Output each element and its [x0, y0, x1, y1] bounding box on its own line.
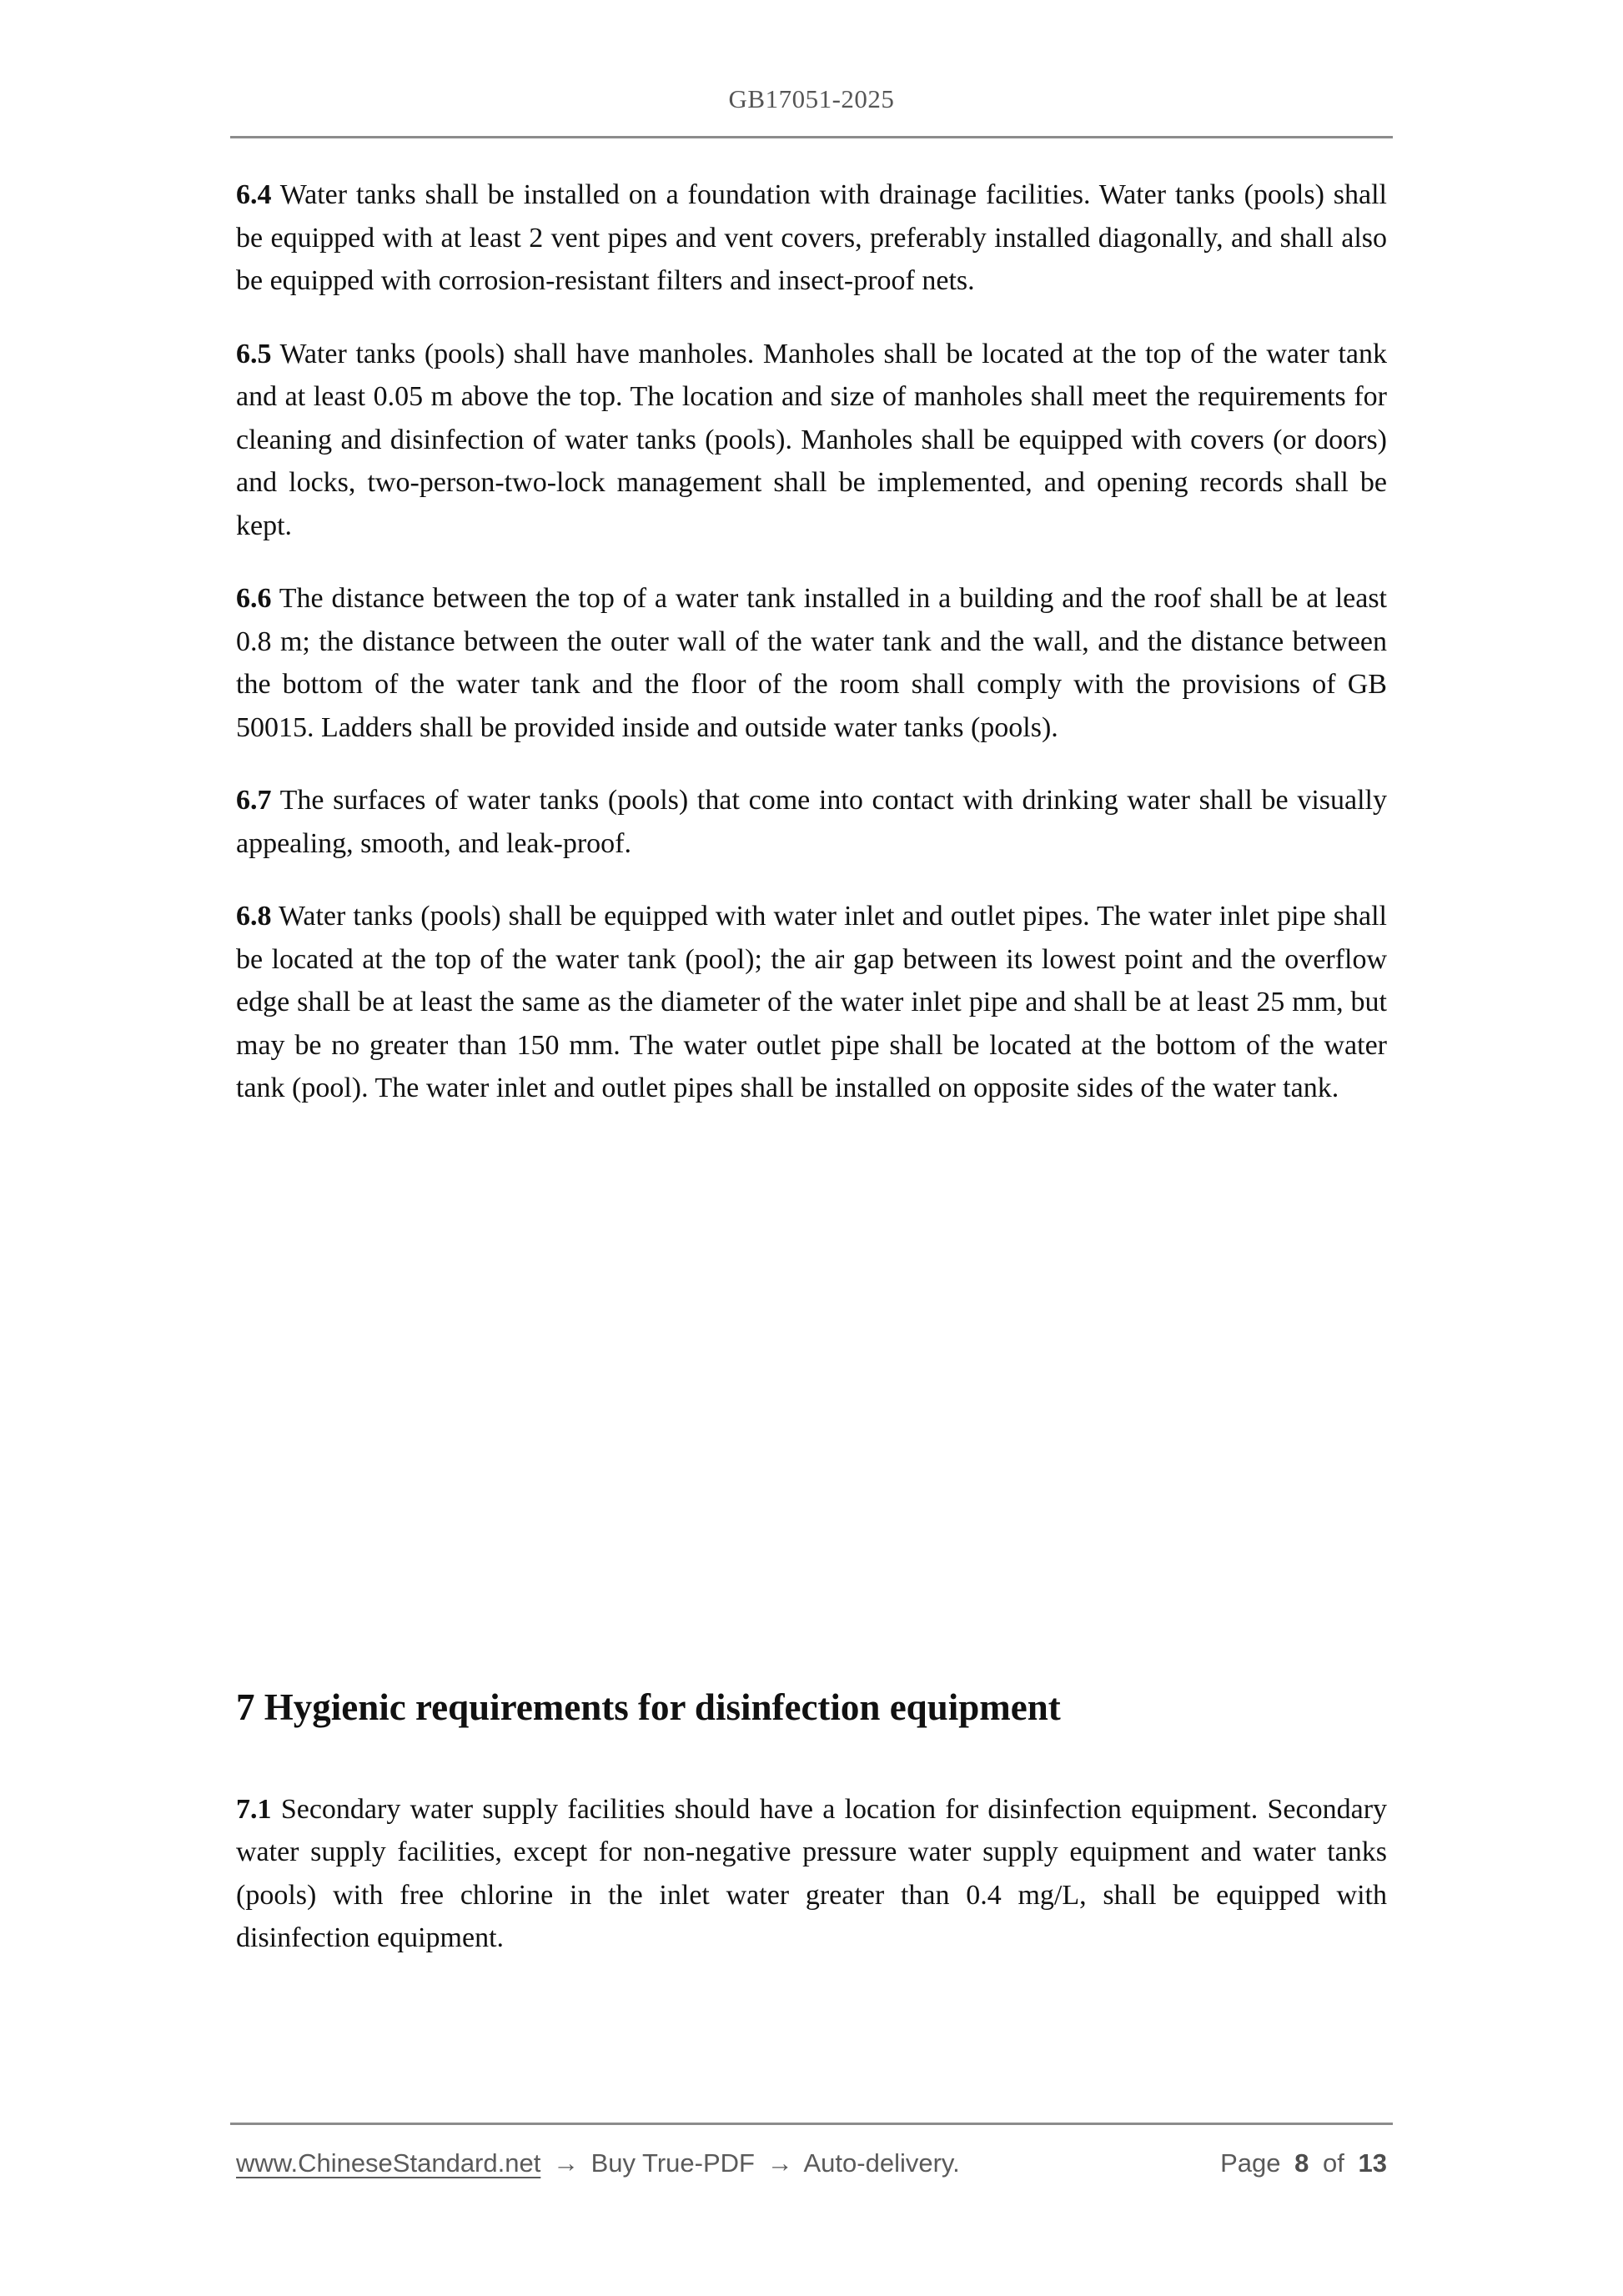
section-text-6-7: The surfaces of water tanks (pools) that come into contact with drinking water shall be visually appealing, smooth, and leak-proof.: [236, 785, 1387, 859]
arrow-right-icon: →: [766, 2148, 793, 2178]
section-text-6-6: The distance between the top of a water tank installed in a building and the roof shall be at least 0.8 m; the distance between the outer wall of the water tank and the wall, and the distance between the bottom of the water tank and the floor of the room shall comply with the provisions of GB 50015. Ladders shall be provided inside and outside water tanks (pools).: [236, 583, 1388, 743]
page-total-number: 13: [1358, 2148, 1387, 2178]
of-label: of: [1323, 2148, 1344, 2178]
section-number-7-1: 7.1: [236, 1793, 272, 1825]
arrow-right-icon: →: [552, 2148, 579, 2178]
paragraph-7-1: [236, 1788, 1387, 1960]
section-number-6-5: 6.5: [236, 338, 272, 369]
footer-source-line: [236, 2147, 960, 2180]
section-text-7-1: Secondary water supply facilities should have a location for disinfection equipment. Secondary water supply facilities, except for non-negative pressure water supply equipment and water tanks (pools) with free chlorine in the inlet water greater than 0.4 mg/L, shall be equipped with disinfection equipment.: [236, 1793, 1388, 1953]
section-number-6-7: 6.7: [236, 785, 272, 816]
page-current-number: 8: [1294, 2148, 1309, 2178]
section-text-6-5: Water tanks (pools) shall have manholes. Manholes shall be located at the top of the water tank and at least 0.05 m above the top. The location and size of manholes shall meet the requirements for cleaning and disinfection of water tanks (pools). Manholes shall be equipped with covers (or doors) and locks, two-person-two-lock management shall be implemented, and opening records shall be kept.: [236, 338, 1388, 541]
page-footer: [236, 2147, 1387, 2180]
paragraph-6-4: [236, 173, 1387, 303]
footer-delivery-label: Auto-delivery.: [803, 2148, 960, 2178]
paragraph-6-5: [236, 333, 1387, 548]
footer-divider: [230, 2123, 1393, 2125]
section-number-6-6: 6.6: [236, 583, 272, 614]
page-label: Page: [1220, 2148, 1281, 2178]
footer-buy-label: Buy True-PDF: [590, 2148, 755, 2178]
section-text-6-4: Water tanks shall be installed on a foundation with drainage facilities. Water tanks (pools) shall be equipped with at least 2 vent pipes and vent covers, preferably installed diagonally, and shall also be equipped with corrosion-resistant filters and insect-proof nets.: [236, 179, 1387, 296]
website-link[interactable]: www.ChineseStandard.net: [236, 2148, 541, 2178]
chapter-7-heading: 7 Hygienic requirements for disinfection equipment: [236, 1686, 1061, 1728]
page-number-indicator: [1213, 2147, 1387, 2180]
document-body: [236, 173, 1387, 1990]
header-divider: [230, 136, 1393, 138]
page-header: [230, 83, 1393, 115]
section-text-6-8: Water tanks (pools) shall be equipped with water inlet and outlet pipes. The water inlet pipe shall be located at the top of the water tank (pool); the air gap between its lowest point and the overflow edge shall be at least the same as the diameter of the water inlet pipe and shall be at least 25 mm, but may be no greater than 150 mm. The water outlet pipe shall be located at the bottom of the water tank (pool). The water inlet and outlet pipes shall be installed on opposite sides of the water tank.: [236, 901, 1387, 1103]
paragraph-6-7: [236, 779, 1387, 865]
doc-number: GB17051-2025: [728, 84, 895, 113]
section-number-6-4: 6.4: [236, 179, 272, 210]
section-number-6-8: 6.8: [236, 901, 272, 932]
paragraph-6-8: [236, 895, 1387, 1110]
page-break-space: [236, 1140, 1387, 1686]
paragraph-6-6: [236, 577, 1387, 749]
